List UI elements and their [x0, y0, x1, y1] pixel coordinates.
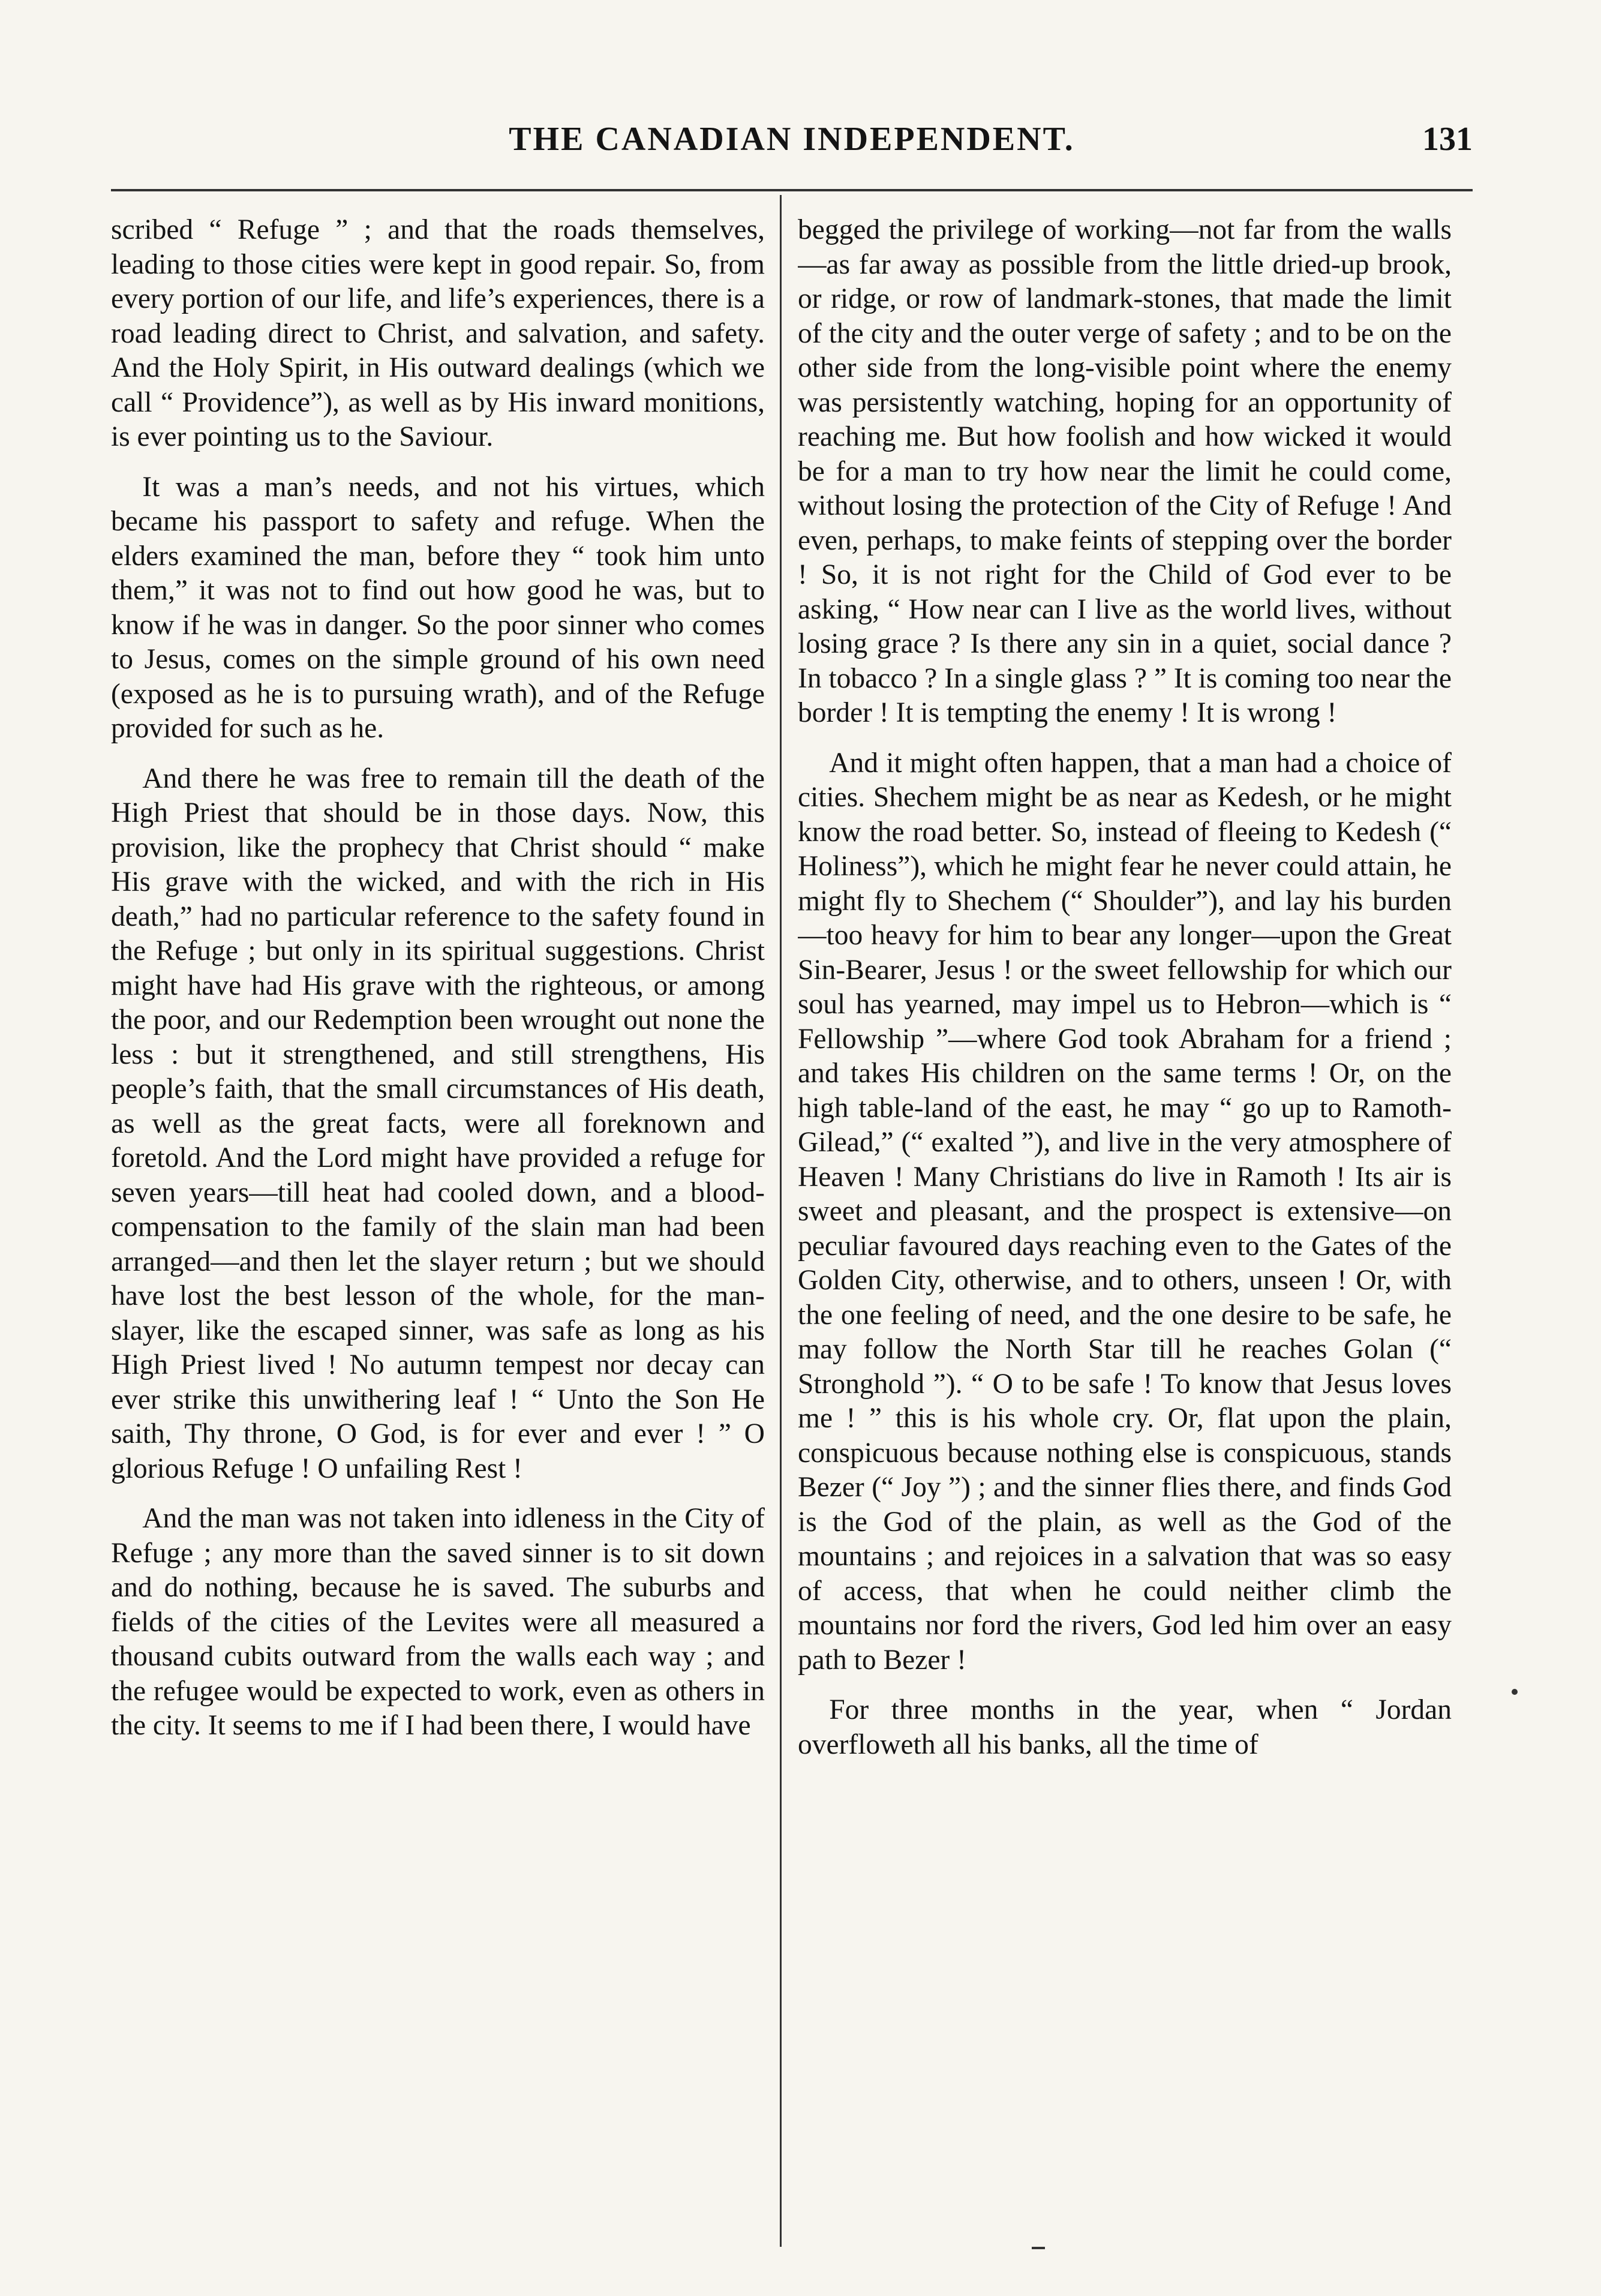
paragraph: And the man was not taken into idleness in the City of Refuge ; any more than the saved sinner is to sit down and do nothing, because he is saved. The suburbs and fields of the cities of the Levites were all measured a thousand cubits outward from the walls each way ; and the refugee would be expected to work, even as others in the city. It seems to me if I had been there, I would have	[111, 1503, 765, 1741]
header-rule	[111, 189, 1473, 191]
paragraph: And there he was free to remain till the death of the High Priest that should be in those days. Now, this provision, like the prophecy that Christ should “ make His grave with the wicked, and with the rich in His death,” had no particular reference to the safety found in the Refuge ; but only in its spiritual suggestions. Christ might have had His grave with the righteous, or among the poor, and our Redemption been wrought out none the less : but it strengthened, and still strengthens, His people’s faith, that the small circumstances of His death, as well as the great facts, were all foreknown and foretold. And the Lord might have provided a refuge for seven years—till heat had cooled down, and a blood-compensation to the family of the slain man had been arranged—and then let the slayer return ; but we should have lost the best lesson of the whole, for the man-slayer, like the escaped sinner, was safe as long as his High Priest lived ! No autumn tempest nor decay can ever strike this unwithering leaf ! “ Unto the Son He saith, Thy throne, O God, is for ever and ever ! ” O glorious Refuge ! O unfailing Rest !	[111, 763, 765, 1484]
right-column	[798, 213, 1452, 2235]
paragraph: begged the privilege of working—not far from the walls—as far away as possible from the little dried-up brook, or ridge, or row of landmark-stones, that made the limit of the city and the outer verge of safety ; and to be on the other side from the long-visible point where the enemy was persistently watching, hoping for an opportunity of reaching me. But how foolish and how wicked it would be for a man to try how near the limit he could come, without losing the protection of the City of Refuge ! And even, perhaps, to make feints of stepping over the border ! So, it is not right for the Child of God ever to be asking, “ How near can I live as the world lives, without losing grace ? Is there any sin in a quiet, social dance ? In tobacco ? In a single glass ? ” It is coming too near the border ! It is tempting the enemy ! It is wrong !	[798, 214, 1452, 728]
paragraph: For three months in the year, when “ Jordan overfloweth all his banks, all the time of	[798, 1694, 1452, 1760]
column-rule	[780, 195, 782, 2247]
page-header	[111, 120, 1473, 168]
margin-dot	[1512, 1689, 1518, 1695]
bottom-mark	[1032, 2247, 1045, 2249]
running-title: THE CANADIAN INDEPENDENT.	[509, 121, 1075, 158]
left-column	[111, 213, 765, 2235]
paragraph: And it might often happen, that a man had a choice of cities. Shechem might be as near as Kedesh, or he might know the road better. So, instead of fleeing to Kedesh (“ Holiness”), which he might fear he never could attain, he might fly to Shechem (“ Shoulder”), and lay his burden—too heavy for him to bear any longer—upon the Great Sin-Bearer, Jesus ! or the sweet fellowship for which our soul has yearned, may impel us to Hebron—which is “ Fellowship ”—where God took Abraham for a friend ; and takes His children on the same terms ! Or, on the high table-land of the east, he may “ go up to Ramoth-Gilead,” (“ exalted ”), and live in the very atmosphere of Heaven ! Many Christians do live in Ramoth ! Its air is sweet and pleasant, and the prospect is extensive—on peculiar favoured days reaching even to the Gates of the Golden City, otherwise, and to others, unseen ! Or, with the one feeling of need, and the one desire to be safe, he may follow the North Star till he reaches Golan (“ Stronghold ”). “ O to be safe ! To know that Jesus loves me ! ” this is his whole cry. Or, flat upon the plain, conspicuous because nothing else is conspicuous, stands Bezer (“ Joy ”) ; and the sinner flies there, and finds God is the God of the plain, as well as the God of the mountains ; and rejoices in a salvation that was so easy of access, that when he could neither climb the mountains nor ford the rivers, God led him over an easy path to Bezer !	[798, 747, 1452, 1676]
paragraph: scribed “ Refuge ” ; and that the roads themselves, leading to those cities were kept in good repair. So, from every portion of our life, and life’s experiences, there is a road leading direct to Christ, and salvation, and safety. And the Holy Spirit, in His outward dealings (which we call “ Providence”), as well as by His inward monitions, is ever pointing us to the Saviour.	[111, 214, 765, 452]
paragraph: It was a man’s needs, and not his virtues, which became his passport to safety and refuge. When the elders examined the man, before they “ took him unto them,” it was not to find out how good he was, but to know if he was in danger. So the poor sinner who comes to Jesus, comes on the simple ground of his own need (exposed as he is to pursuing wrath), and of the Refuge provided for such as he.	[111, 471, 765, 744]
page-number: 131	[1422, 121, 1473, 158]
